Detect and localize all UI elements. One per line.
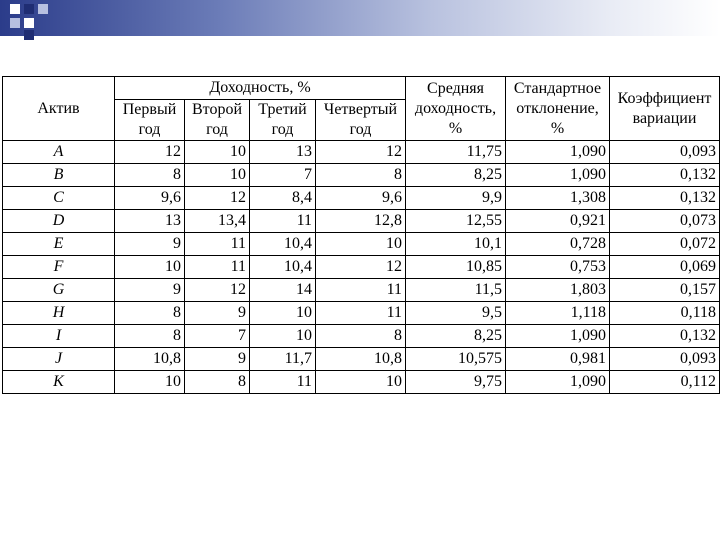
cell-mean: 11,75 <box>406 141 506 164</box>
cell-mean: 10,85 <box>406 256 506 279</box>
header-year-4: Четвертый год <box>316 100 406 141</box>
decor-square <box>38 4 48 14</box>
cell-asset: J <box>3 348 115 371</box>
cell-cv: 0,072 <box>610 233 720 256</box>
cell-y4: 12 <box>316 141 406 164</box>
header-cv: Коэффициент вариации <box>610 77 720 141</box>
cell-std: 1,090 <box>506 141 610 164</box>
table-row <box>3 233 720 256</box>
cell-asset: G <box>3 279 115 302</box>
cell-y1: 9 <box>115 233 185 256</box>
cell-y4: 11 <box>316 279 406 302</box>
cell-std: 0,728 <box>506 233 610 256</box>
cell-mean: 8,25 <box>406 325 506 348</box>
header-std: Стандартное отклонение, % <box>506 77 610 141</box>
cell-y2: 11 <box>185 256 250 279</box>
cell-cv: 0,157 <box>610 279 720 302</box>
cell-mean: 11,5 <box>406 279 506 302</box>
cell-y2: 8 <box>185 371 250 394</box>
cell-y3: 11 <box>250 371 316 394</box>
cell-asset: F <box>3 256 115 279</box>
cell-y2: 7 <box>185 325 250 348</box>
cell-y3: 10,4 <box>250 256 316 279</box>
cell-y1: 13 <box>115 210 185 233</box>
table-row <box>3 302 720 325</box>
cell-asset: A <box>3 141 115 164</box>
cell-y2: 12 <box>185 279 250 302</box>
cell-y3: 10,4 <box>250 233 316 256</box>
cell-y4: 8 <box>316 164 406 187</box>
table-row <box>3 325 720 348</box>
cell-y1: 10,8 <box>115 348 185 371</box>
cell-y4: 10 <box>316 233 406 256</box>
table-row <box>3 210 720 233</box>
table-row <box>3 371 720 394</box>
cell-y3: 7 <box>250 164 316 187</box>
cell-y2: 13,4 <box>185 210 250 233</box>
table-row <box>3 279 720 302</box>
cell-y3: 11,7 <box>250 348 316 371</box>
cell-cv: 0,132 <box>610 325 720 348</box>
header-banner <box>0 0 720 36</box>
cell-y3: 8,4 <box>250 187 316 210</box>
cell-cv: 0,073 <box>610 210 720 233</box>
cell-y2: 11 <box>185 233 250 256</box>
cell-asset: D <box>3 210 115 233</box>
cell-std: 1,308 <box>506 187 610 210</box>
cell-cv: 0,132 <box>610 164 720 187</box>
cell-asset: I <box>3 325 115 348</box>
cell-mean: 9,9 <box>406 187 506 210</box>
cell-y1: 9,6 <box>115 187 185 210</box>
cell-y4: 12 <box>316 256 406 279</box>
cell-std: 1,090 <box>506 164 610 187</box>
cell-y1: 10 <box>115 256 185 279</box>
cell-std: 0,981 <box>506 348 610 371</box>
cell-std: 0,753 <box>506 256 610 279</box>
table-row <box>3 348 720 371</box>
cell-std: 1,803 <box>506 279 610 302</box>
header-year-3: Третий год <box>250 100 316 141</box>
cell-cv: 0,093 <box>610 141 720 164</box>
cell-cv: 0,093 <box>610 348 720 371</box>
cell-y4: 11 <box>316 302 406 325</box>
cell-mean: 10,1 <box>406 233 506 256</box>
cell-y1: 12 <box>115 141 185 164</box>
cell-y4: 9,6 <box>316 187 406 210</box>
cell-y2: 12 <box>185 187 250 210</box>
cell-y2: 10 <box>185 141 250 164</box>
decor-square <box>24 4 34 14</box>
cell-y3: 10 <box>250 302 316 325</box>
cell-asset: B <box>3 164 115 187</box>
cell-y1: 9 <box>115 279 185 302</box>
cell-y4: 10 <box>316 371 406 394</box>
cell-y1: 8 <box>115 325 185 348</box>
cell-std: 1,090 <box>506 325 610 348</box>
header-mean: Средняя доходность, % <box>406 77 506 141</box>
cell-mean: 10,575 <box>406 348 506 371</box>
header-year-1: Первый год <box>115 100 185 141</box>
decor-square <box>10 4 20 14</box>
cell-y2: 10 <box>185 164 250 187</box>
cell-cv: 0,112 <box>610 371 720 394</box>
cell-y4: 12,8 <box>316 210 406 233</box>
cell-mean: 8,25 <box>406 164 506 187</box>
cell-y2: 9 <box>185 302 250 325</box>
table-row <box>3 256 720 279</box>
asset-yield-table <box>2 76 720 394</box>
cell-y3: 14 <box>250 279 316 302</box>
decor-square <box>24 18 34 28</box>
cell-asset: K <box>3 371 115 394</box>
decor-square <box>24 30 34 40</box>
cell-cv: 0,132 <box>610 187 720 210</box>
cell-y4: 8 <box>316 325 406 348</box>
cell-y3: 10 <box>250 325 316 348</box>
table-row <box>3 164 720 187</box>
cell-std: 1,118 <box>506 302 610 325</box>
decor-square <box>10 18 20 28</box>
table-row <box>3 187 720 210</box>
cell-std: 1,090 <box>506 371 610 394</box>
cell-y1: 8 <box>115 302 185 325</box>
header-asset: Актив <box>3 77 115 141</box>
cell-y4: 10,8 <box>316 348 406 371</box>
cell-cv: 0,069 <box>610 256 720 279</box>
cell-mean: 12,55 <box>406 210 506 233</box>
cell-asset: E <box>3 233 115 256</box>
cell-asset: C <box>3 187 115 210</box>
header-year-2: Второй год <box>185 100 250 141</box>
header-yield-group: Доходность, % <box>115 77 406 100</box>
cell-y3: 13 <box>250 141 316 164</box>
cell-mean: 9,75 <box>406 371 506 394</box>
cell-y1: 8 <box>115 164 185 187</box>
cell-y1: 10 <box>115 371 185 394</box>
cell-y3: 11 <box>250 210 316 233</box>
table-row <box>3 141 720 164</box>
cell-mean: 9,5 <box>406 302 506 325</box>
cell-asset: H <box>3 302 115 325</box>
cell-y2: 9 <box>185 348 250 371</box>
cell-cv: 0,118 <box>610 302 720 325</box>
cell-std: 0,921 <box>506 210 610 233</box>
